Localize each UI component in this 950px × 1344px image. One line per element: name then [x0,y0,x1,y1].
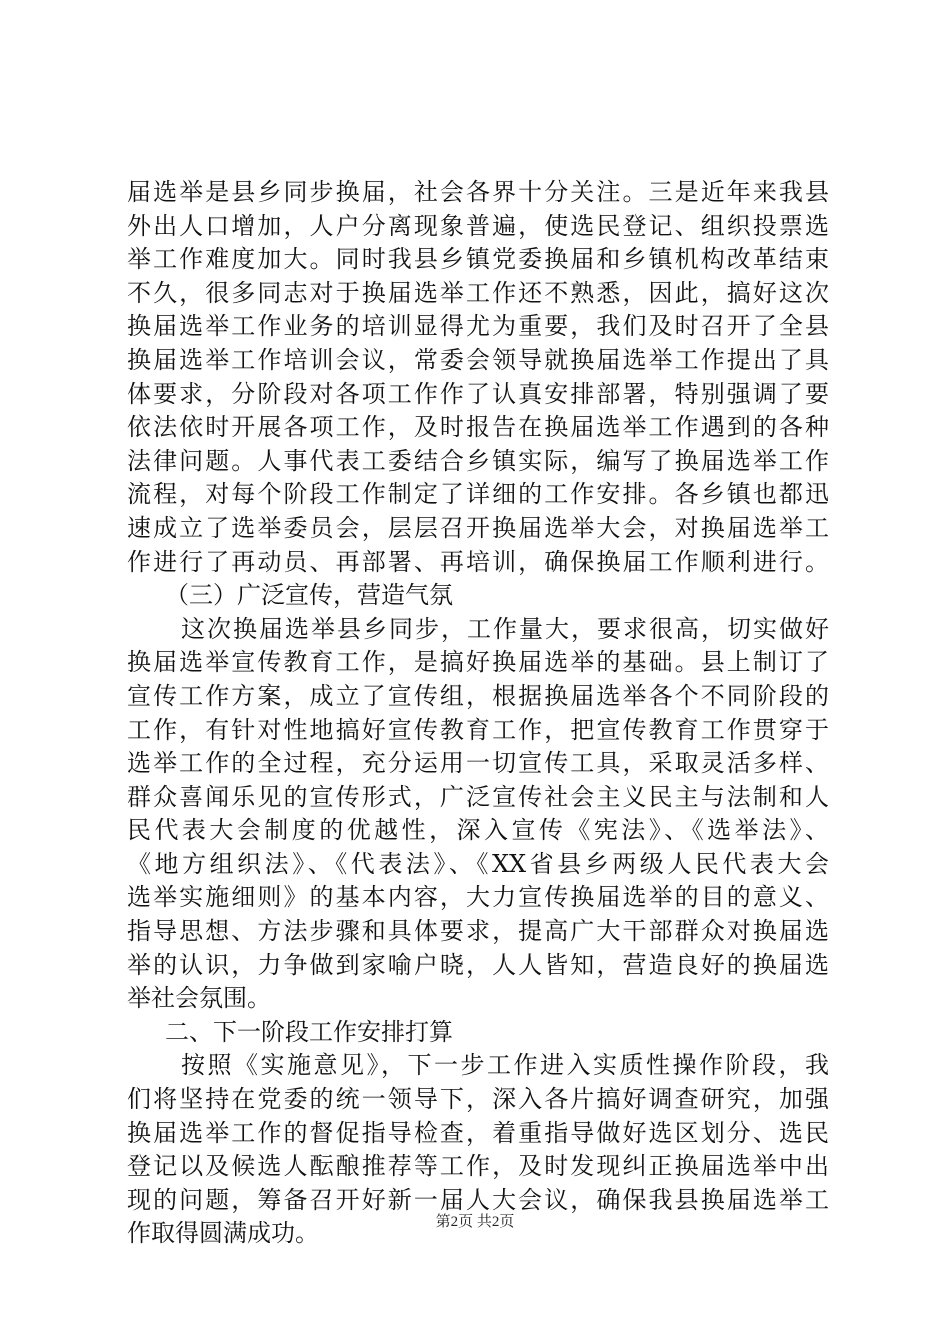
body-line: 工作，有针对性地搞好宣传教育工作，把宣传教育工作贯穿于 [127,715,829,744]
body-line: 法律问题。人事代表工委结合乡镇实际，编写了换届选举工作 [127,446,829,475]
page-number: 第2页 共2页 [435,1214,515,1230]
body-line: 选举工作的全过程，充分运用一切宣传工具，采取灵活多样、 [127,749,829,778]
body-line: 们将坚持在党委的统一领导下，深入各片搞好调查研究，加强 [127,1085,829,1114]
body-line: 依法依时开展各项工作，及时报告在换届选举工作遇到的各种 [127,413,829,442]
body-line: 选举实施细则》的基本内容，大力宣传换届选举的目的意义、 [127,883,829,912]
document-body [127,176,829,1251]
body-line: 宣传工作方案，成立了宣传组，根据换届选举各个不同阶段的 [127,681,829,710]
body-line: 群众喜闻乐见的宣传形式，广泛宣传社会主义民主与法制和人 [127,782,829,811]
body-line: 届选举是县乡同步换届，社会各界十分关注。三是近年来我县 [127,178,829,206]
body-line: 不久，很多同志对于换届选举工作还不熟悉，因此，搞好这次 [127,278,829,307]
body-line: 换届选举工作培训会议，常委会领导就换届选举工作提出了具 [127,345,829,374]
page-footer [0,1212,950,1232]
body-line: 现的问题，筹备召开好新一届人大会议，确保我县换届选举工 [127,1185,829,1214]
body-line: 换届选举工作业务的培训显得尤为重要，我们及时召开了全县 [127,312,829,341]
body-line: 《地方组织法》、《代表法》、《XX省县乡两级人民代表大会 [127,849,829,878]
body-line: 指导思想、方法步骤和具体要求，提高广大干部群众对换届选 [127,917,829,946]
body-line: 作取得圆满成功。 [127,1219,319,1248]
body-line: 举工作难度加大。同时我县乡镇党委换届和乡镇机构改革结束 [127,245,829,274]
body-line: 这次换届选举县乡同步，工作量大，要求很高，切实做好 [181,614,829,643]
section-heading: 二、下一阶段工作安排打算 [165,1017,453,1046]
section-heading: （三）广泛宣传，营造气氛 [165,581,453,610]
body-line: 体要求，分阶段对各项工作作了认真安排部署，特别强调了要 [127,379,829,408]
body-line: 外出人口增加，人户分离现象普遍，使选民登记、组织投票选 [127,211,829,240]
body-line: 按照《实施意见》，下一步工作进入实质性操作阶段，我 [181,1051,829,1080]
body-line: 举社会氛围。 [127,984,271,1013]
body-line: 作进行了再动员、再部署、再培训，确保换届工作顺利进行。 [127,547,829,576]
body-line: 民代表大会制度的优越性，深入宣传《宪法》、《选举法》、 [127,816,829,845]
body-line: 换届选举工作的督促指导检查，着重指导做好选区划分、选民 [127,1118,829,1147]
body-line: 登记以及候选人酝酿推荐等工作，及时发现纠正换届选举中出 [127,1152,829,1181]
body-line: 换届选举宣传教育工作，是搞好换届选举的基础。县上制订了 [127,648,829,677]
body-line: 举的认识，力争做到家喻户晓，人人皆知，营造良好的换届选 [127,950,829,979]
body-line: 流程，对每个阶段工作制定了详细的工作安排。各乡镇也都迅 [127,480,829,509]
body-line: 速成立了选举委员会，层层召开换届选举大会，对换届选举工 [127,513,829,542]
